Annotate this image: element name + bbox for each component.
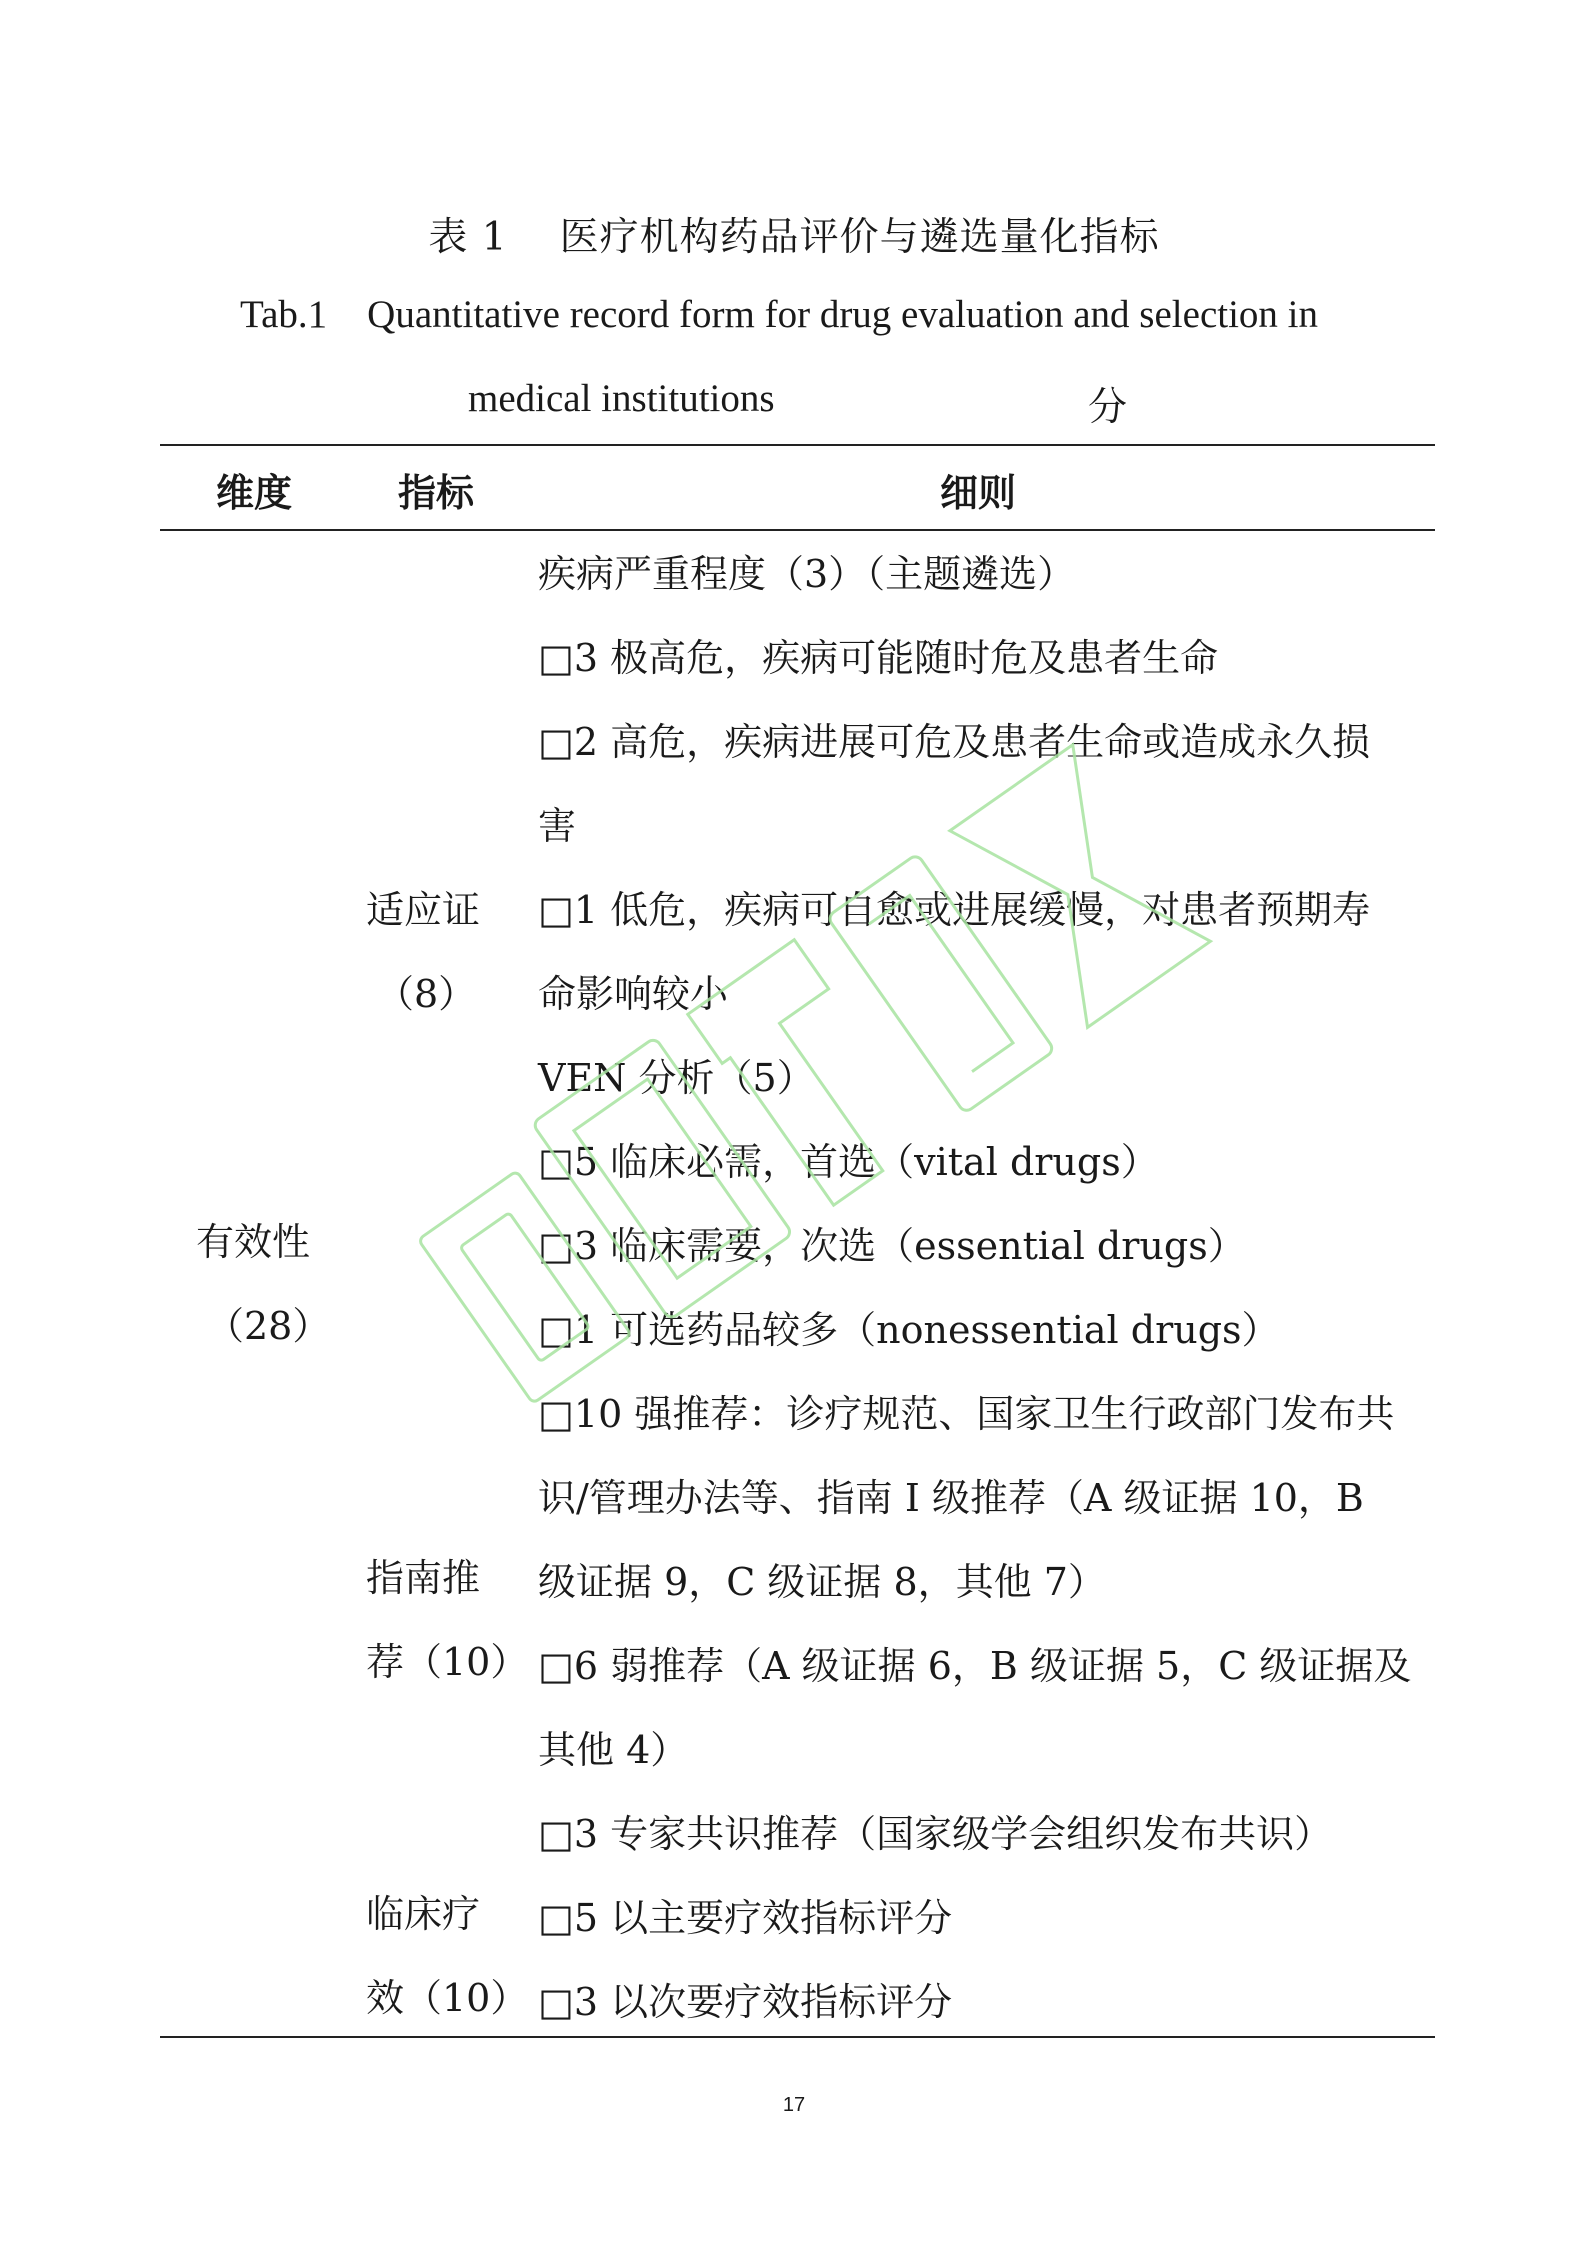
detail-line: 识/管理办法等、指南 I 级推荐（A 级证据 10，B xyxy=(538,1476,1364,1520)
detail-line: □2 高危，疾病进展可危及患者生命或造成永久损 xyxy=(538,720,1371,764)
table-top-rule xyxy=(160,444,1435,446)
detail-line: □3 以次要疗效指标评分 xyxy=(538,1980,953,2024)
detail-line: □1 可选药品较多（nonessential drugs） xyxy=(538,1308,1280,1352)
detail-line: 级证据 9，C 级证据 8，其他 7） xyxy=(538,1560,1106,1604)
detail-line: □5 临床必需，首选（vital drugs） xyxy=(538,1140,1159,1184)
table-title-en-line1: Quantitative record form for drug evaluation and selection in xyxy=(367,293,1319,336)
detail-line: □5 以主要疗效指标评分 xyxy=(538,1896,953,1940)
detail-line: □6 弱推荐（A 级证据 6，B 级证据 5，C 级证据及 xyxy=(538,1644,1412,1688)
detail-line: □3 极高危，疾病可能随时危及患者生命 xyxy=(538,636,1219,680)
indicator-indication-score: （8） xyxy=(376,972,477,1016)
detail-line: □3 专家共识推荐（国家级学会组织发布共识） xyxy=(538,1812,1333,1856)
detail-line: 其他 4） xyxy=(538,1728,689,1772)
table-title-en-line2: medical institutions xyxy=(468,377,775,420)
dimension-score: （28） xyxy=(206,1304,331,1348)
detail-line: □1 低危，疾病可自愈或进展缓慢，对患者预期寿 xyxy=(538,888,1371,932)
table-title-cn: 医疗机构药品评价与遴选量化指标 xyxy=(559,215,1160,260)
indicator-efficacy-line2: 效（10） xyxy=(366,1976,529,2020)
table-number-en: Tab.1 xyxy=(240,293,328,336)
table-caption-en xyxy=(240,292,1318,337)
header-indicator: 指标 xyxy=(398,471,475,515)
detail-line: 害 xyxy=(538,804,577,848)
detail-line: 疾病严重程度（3）（主题遴选） xyxy=(538,552,1076,596)
table-header-rule xyxy=(160,529,1435,531)
indicator-indication-name: 适应证 xyxy=(366,888,481,932)
header-dimension: 维度 xyxy=(216,471,293,515)
indicator-guideline-line1: 指南推 xyxy=(366,1556,481,1600)
indicator-efficacy-line1: 临床疗 xyxy=(366,1892,481,1936)
detail-line: □3 临床需要，次选（essential drugs） xyxy=(538,1224,1246,1268)
indicator-guideline-line2: 荐（10） xyxy=(366,1640,529,1684)
detail-line: □10 强推荐：诊疗规范、国家卫生行政部门发布共 xyxy=(538,1392,1395,1436)
header-detail: 细则 xyxy=(940,471,1017,515)
table-caption-cn xyxy=(0,206,1588,262)
dimension-name: 有效性 xyxy=(196,1220,311,1264)
table-number-cn: 表 1 xyxy=(428,215,508,260)
detail-line: VEN 分析（5） xyxy=(538,1056,815,1100)
page-number: 17 xyxy=(782,2094,806,2116)
unit-label: 分 xyxy=(1088,385,1128,430)
detail-line: 命影响较小 xyxy=(538,972,729,1016)
